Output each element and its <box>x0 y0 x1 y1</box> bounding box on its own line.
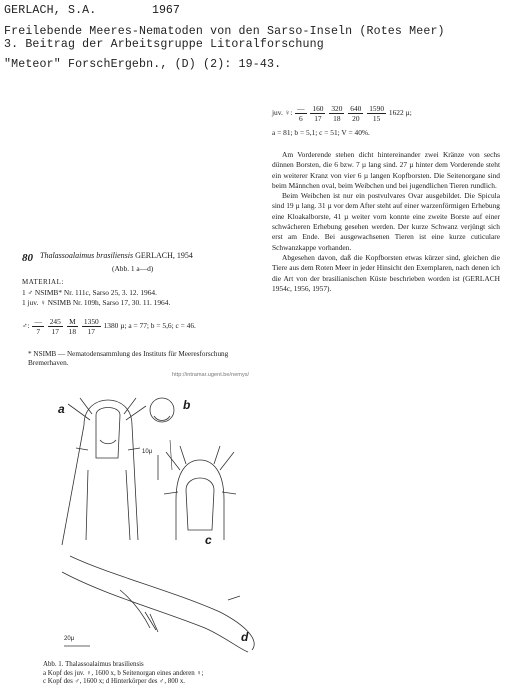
watermark-url: http://intramar.ugent.be/nemys/ <box>172 372 250 378</box>
paragraph: Am Vorderende stehen dicht hintereinander zwei Kränze von sechs dünnen Borsten, die 6 bzw. 7 µ lang sind. 27 µ hinter dem Vorderende steht ein weiterer Kranz von vier 6 µ langen Kopfborsten. Die Seitenorgane sind beim Männchen oval, beim Weibchen und bei jugendlichen Tieren rundlich. <box>272 150 500 190</box>
figure-label-a: a <box>58 402 65 416</box>
citation: "Meteor" ForschErgebn., (D) (2): 19-43. <box>4 58 282 71</box>
figure-label-d: d <box>241 630 249 644</box>
figure-label-b: b <box>183 398 191 412</box>
frac: $\frac{245}{17}$ <box>49 317 61 336</box>
caption-line: a Kopf des juv. ♀, 1600 x, b Seitenorgan eines anderen ♀; <box>43 669 204 677</box>
drawing-b <box>150 398 174 422</box>
paragraph: Beim Weibchen ist nur ein postvulvares Ovar ausgebildet. Die Spicula sind 19 µ lang. 31 µ vor dem After steht auf einer warzenförmigen Erhebung eine Kloakalborste, 41 µ weiter vorn konnte eine zweite Borste auf einer schwächeren Erhebung gesehen werden. Der kurze Schwanz verjüngt sich erst am Ende. Bei ausgewachsenen Tieren ist eine kurze cuticulare Schwanzkappe vorhanden. <box>272 191 500 252</box>
figure-caption <box>43 661 204 687</box>
year: 1967 <box>152 4 180 17</box>
author: GERLACH, S.A. <box>4 4 97 17</box>
caption-line: c Kopf des ♂, 1600 x; d Hinterkörper des ♂, 800 x. <box>43 678 185 686</box>
juv-total: 1622 µ; <box>388 108 412 118</box>
figure-reference: (Abb. 1 a—d) <box>112 264 154 273</box>
material-entry: 1 ♂ NSIMB* Nr. 111c, Sarso 25, 3. 12. 1964. <box>22 288 157 297</box>
caption-line: Abb. 1. Thalassoalaimus brasiliensis <box>43 661 144 668</box>
frac: $\frac{M}{18}$ <box>68 317 77 336</box>
male-total: 1380 µ; <box>103 321 127 331</box>
species-number: 80 <box>22 252 33 264</box>
title-line-2: 3. Beitrag der Arbeitsgruppe Litoralforschung <box>4 38 324 51</box>
authority: GERLACH, 1954 <box>135 251 193 260</box>
footnote: * NSIMB — Nematodensammlung des Instituts für Meeresforschung Bremerhaven. <box>28 350 229 368</box>
male-prefix: ♂: <box>22 321 30 331</box>
drawing-d <box>62 556 254 652</box>
scale-label: 20µ <box>64 636 75 642</box>
figure-label-c: c <box>205 533 212 547</box>
binomial: Thalassoalaimus brasiliensis <box>40 251 134 260</box>
frac: $\frac{1590}{15}$ <box>369 104 385 123</box>
paragraph: Abgesehen davon, daß die Kopfborsten etwas kürzer sind, gleichen die Tiere aus dem Roten Meer in jeder Hinsicht den Exemplaren, nach denen ich die Art von der brasilianischen Küste beschrieben worden ist (GERLACH 1954c, 1956, 1957). <box>272 252 500 293</box>
male-ratios: a = 77; b = 5,6; c = 46. <box>128 321 196 331</box>
material-entry: 1 juv. ♀ NSIMB Nr. 109h, Sarso 17, 30. 11. 1964. <box>22 298 171 307</box>
frac: $\frac{160}{17}$ <box>312 104 324 123</box>
drawing-c <box>164 440 236 540</box>
scale-label: 10µ <box>142 449 153 455</box>
juv-prefix: juv. ♀: <box>272 108 293 118</box>
material-heading: MATERIAL: <box>22 278 64 286</box>
juvenile-ratios: a = 81; b = 5,1; c = 51; V = 40%. <box>272 128 370 137</box>
frac: $\frac{320}{18}$ <box>331 104 343 123</box>
frac: $\frac{—}{6}$ <box>297 104 305 123</box>
frac: $\frac{1350}{17}$ <box>83 317 99 336</box>
title-line-1: Freilebende Meeres-Nematoden von den Sarso-Inseln (Rotes Meer) <box>4 25 445 38</box>
frac: $\frac{640}{20}$ <box>350 104 362 123</box>
drawing-a <box>62 398 146 545</box>
frac: $\frac{—}{7}$ <box>34 317 42 336</box>
